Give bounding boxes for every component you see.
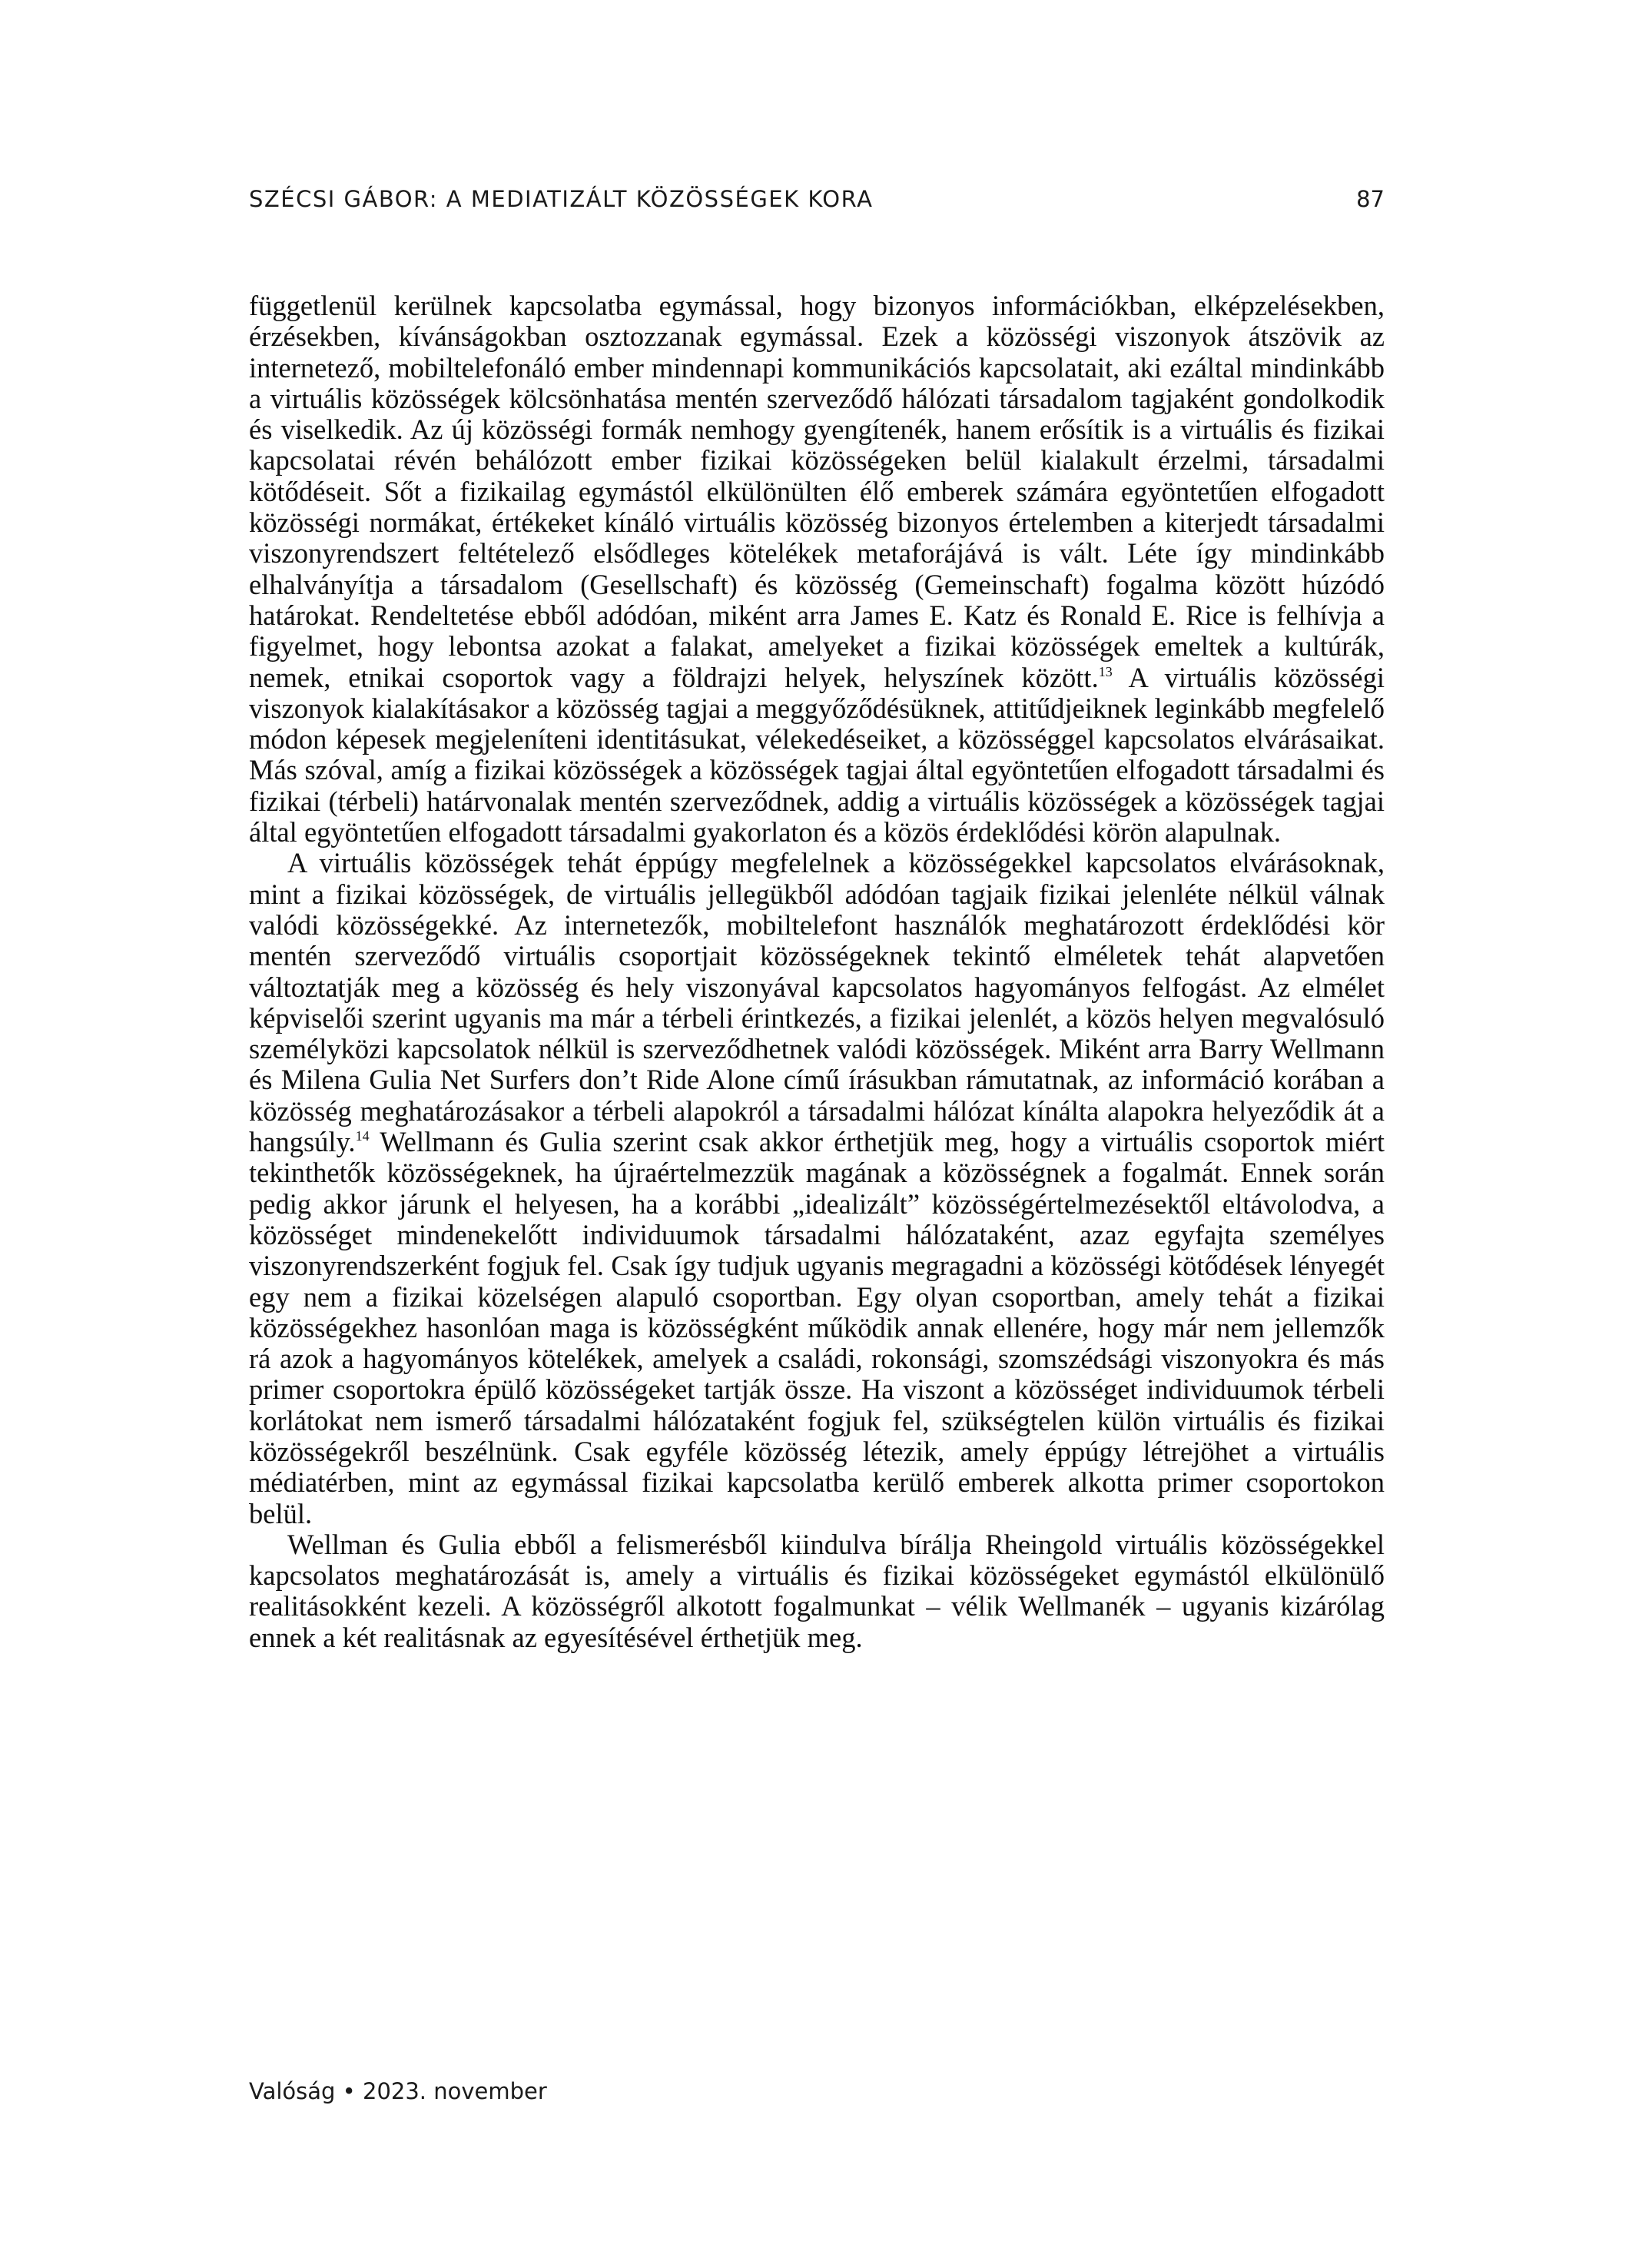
- footer: [249, 2078, 547, 2104]
- paragraph: [249, 848, 1385, 1529]
- paragraph-text: Wellmann és Gulia szerint csak akkor érthetjük meg, hogy a virtuális csoportok miért tekinthetők közösségeknek, ha újraértelmezzük magának a közösségnek a fogalmát. Ennek során pedig akkor járunk el helyesen, ha a korábbi „idealizált” közösségértelmezésektől eltávolodva, a közösséget mindenekelőtt individuumok társadalmi hálózataként, azaz egyfajta személyes viszonyrendszerként fogjuk fel. Csak így tudjuk ugyanis megragadni a közösségi kötődések lényegét egy nem a fizikai közelségen alapuló csoportban. Egy olyan csoportban, amely tehát a fizikai közösségekhez hasonlóan maga is közösségként működik annak ellenére, hogy már nem jellemzők rá azok a hagyományos kötelékek, amelyek a családi, rokonsági, szomszédsági viszonyokra és más primer csoportokra épülő közösségeket tartják össze. Ha viszont a közösséget individuumok térbeli korlátokat nem ismerő társadalmi hálózataként fogjuk fel, szükségtelen külön virtuális és fizikai közösségekről beszélnünk. Csak egyféle közösség létezik, amely éppúgy létrejöhet a virtuális médiatérben, mint az egymással fizikai kapcsolatba kerülő emberek alkotta primer csoportokon belül.: [249, 1126, 1385, 1529]
- footer-separator: •: [342, 2078, 356, 2104]
- footnote-ref-13: 13: [1098, 663, 1113, 679]
- paragraph-continued: [249, 291, 1385, 848]
- page-number: 87: [1356, 186, 1385, 212]
- paragraph-text: A virtuális közösségi viszonyok kialakításakor a közösség tagjai a meggyőződésüknek, attitűdjeiknek leginkább megfelelő módon képesek megjeleníteni identitásukat, vélekedéseiket, a közösséggel kapcsolatos elvárásaikat. Más szóval, amíg a fizikai közösségek a közösségek tagjai által egyöntetűen elfogadott társadalmi és fizikai (térbeli) határvonalak mentén szerveződnek, addig a virtuális közösségek a közösségek tagjai által egyöntetűen elfogadott társadalmi gyakorlaton és a közös érdeklődési körön alapulnak.: [249, 661, 1385, 848]
- paragraph-text: A virtuális közösségek tehát éppúgy megfelelnek a közösségekkel kapcsolatos elvárásoknak, mint a fizikai közösségek, de virtuális jellegükből adódóan tagjaik fizikai jelenléte nélkül válnak valódi közösségekké. Az internetezők, mobiltelefont használók meghatározott érdeklődési kör mentén szerveződő virtuális csoportjait közösségeknek tekintő elméletek tehát alapvetően változtatják meg a közösség és hely viszonyával kapcsolatos hagyományos felfogást. Az elmélet képviselői szerint ugyanis ma már a térbeli érintkezés, a fizikai jelenlét, a közös helyen megvalósuló személyközi kapcsolatok nélkül is szerveződhetnek valódi közösségek. Miként arra Barry Wellmann és Milena Gulia Net Surfers don’t Ride Alone című írásukban rámutatnak, az információ korában a közösség meghatározásakor a térbeli alapokról a társadalmi hálózat kínálta alapokra helyeződik át a hangsúly.: [249, 847, 1385, 1158]
- running-title: SZÉCSI GÁBOR: A MEDIATIZÁLT KÖZÖSSÉGEK KORA: [249, 186, 874, 212]
- footnote-ref-14: 14: [355, 1128, 370, 1144]
- issue-date: 2023. november: [363, 2078, 547, 2104]
- journal-name: Valóság: [249, 2078, 336, 2104]
- paragraph-text: Wellman és Gulia ebből a felismerésből kiindulva bírálja Rheingold virtuális közösségekkel kapcsolatos meghatározását is, amely a virtuális és fizikai közösségeket egymástól elkülönülő realitásokként kezeli. A közösségről alkotott fogalmunkat – vélik Wellmanék – ugyanis kizárólag ennek a két realitásnak az egyesítésével érthetjük meg.: [249, 1528, 1385, 1653]
- article-body: [249, 291, 1385, 1653]
- paragraph-text: függetlenül kerülnek kapcsolatba egymással, hogy bizonyos információkban, elképzelésekben, érzésekben, kívánságokban osztozzanak egymással. Ezek a közösségi viszonyok átszövik az internetező, mobiltelefonáló ember mindennapi kommunikációs kapcsolatait, aki ezáltal mindinkább a virtuális közösségek kölcsönhatása mentén szerveződő hálózati társadalom tagjaként gondolkodik és viselkedik. Az új közösségi formák nemhogy gyengítenék, hanem erősítik is a virtuális és fizikai kapcsolatai révén behálózott ember fizikai közösségeken belül kialakult érzelmi, társadalmi kötődéseit. Sőt a fizikailag egymástól elkülönülten élő emberek számára egyöntetűen elfogadott közösségi normákat, értékeket kínáló virtuális közösség bizonyos értelemben a kiterjedt társadalmi viszonyrendszert feltételező elsődleges kötelékek metaforájává is vált. Léte így mindinkább elhalványítja a társadalom (Gesellschaft) és közösség (Gemeinschaft) fogalma között húzódó határokat. Rendeltetése ebből adódóan, miként arra James E. Katz és Ronald E. Rice is felhívja a figyelmet, hogy lebontsa azokat a falakat, amelyeket a fizikai közösségek emeltek a kultúrák, nemek, etnikai csoportok vagy a földrajzi helyek, helyszínek között.: [249, 290, 1385, 693]
- paragraph: [249, 1529, 1385, 1653]
- running-header: [249, 186, 1385, 224]
